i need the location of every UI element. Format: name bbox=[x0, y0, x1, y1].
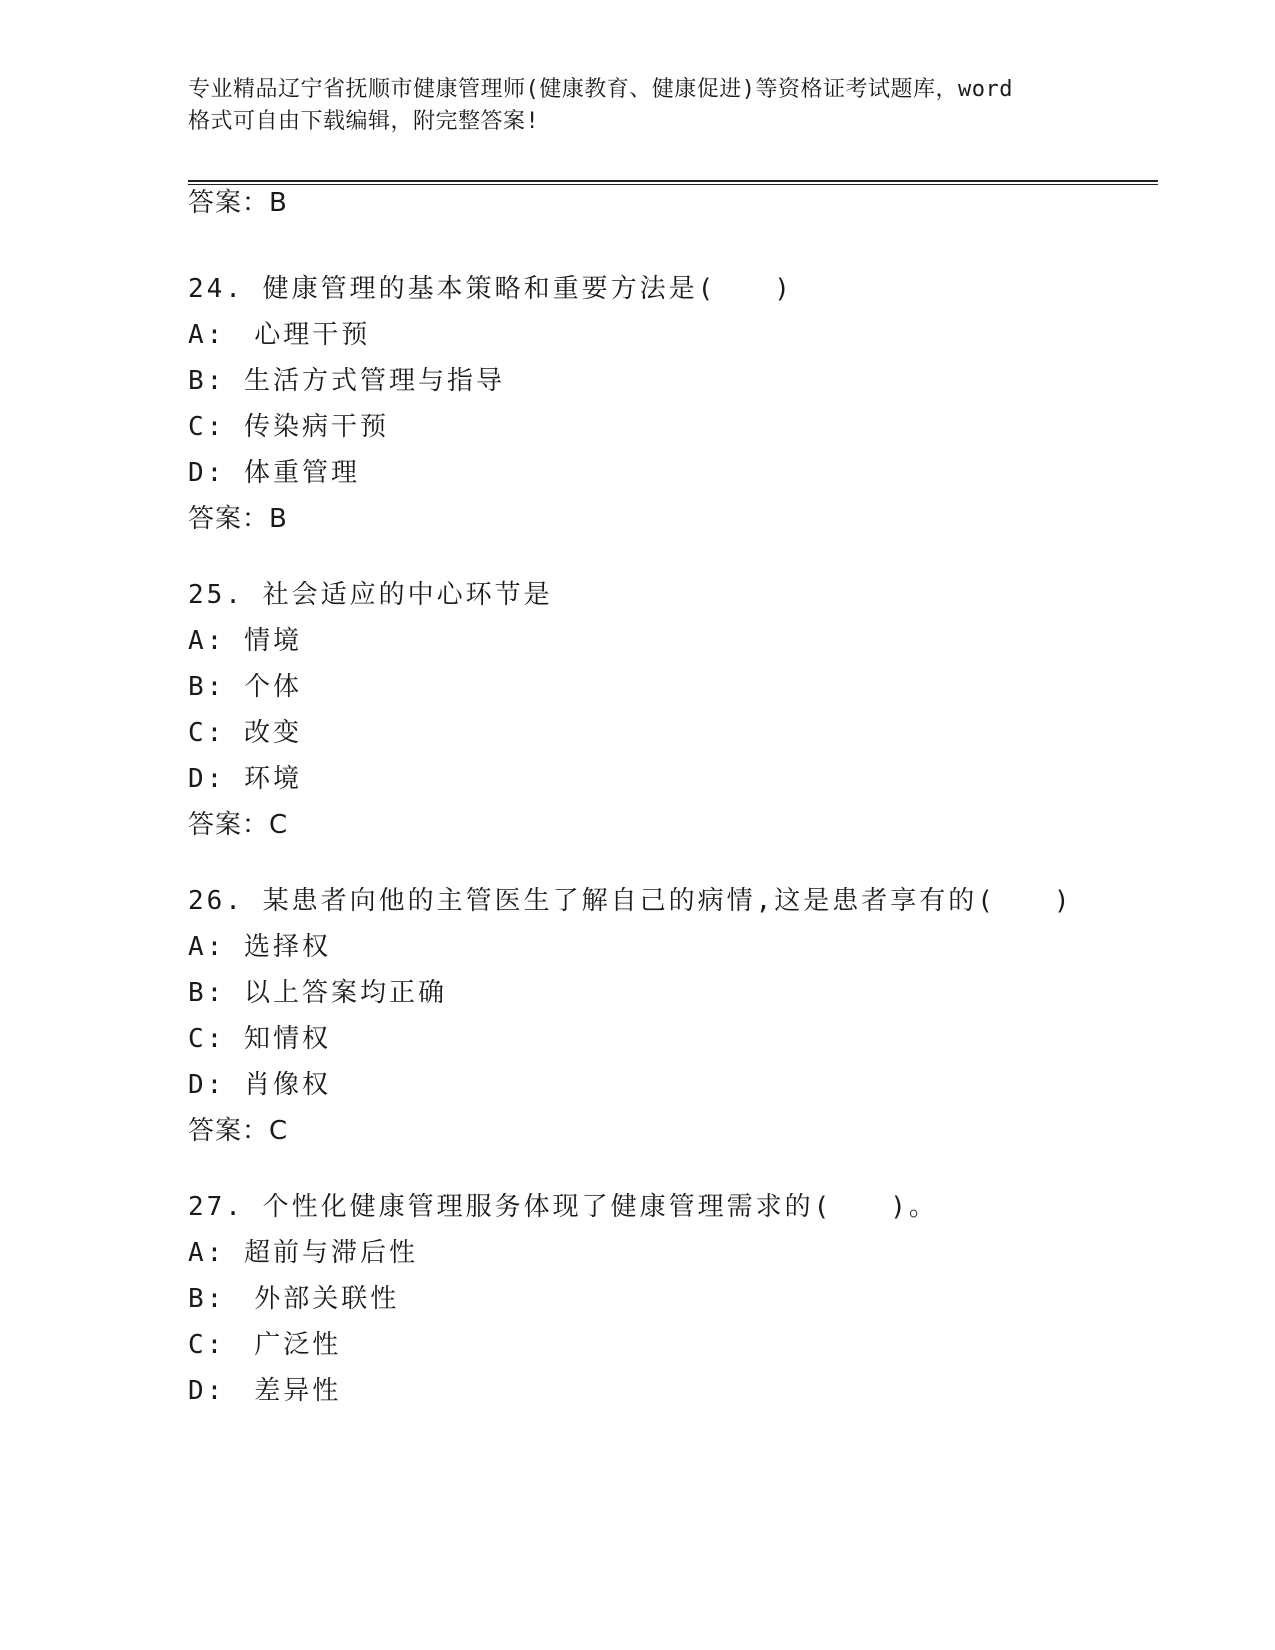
option-a: A: 情境 bbox=[188, 626, 302, 656]
option-a: A: 选择权 bbox=[188, 932, 331, 962]
question-stem: 24. 健康管理的基本策略和重要方法是( ) bbox=[188, 274, 793, 304]
question-stem: 26. 某患者向他的主管医生了解自己的病情,这是患者享有的( ) bbox=[188, 886, 1073, 916]
header-line-2: 格式可自由下载编辑，附完整答案! bbox=[188, 109, 540, 134]
option-b: B: 生活方式管理与指导 bbox=[188, 366, 505, 396]
option-c: C: 传染病干预 bbox=[188, 412, 389, 442]
option-b: B: 外部关联性 bbox=[188, 1284, 400, 1314]
question-stem: 27. 个性化健康管理服务体现了健康管理需求的( )。 bbox=[188, 1192, 938, 1222]
option-c: C: 广泛性 bbox=[188, 1330, 342, 1360]
header-line-1: 专业精品辽宁省抚顺市健康管理师(健康教育、健康促进)等资格证考试题库，word bbox=[188, 77, 1013, 102]
answer-line: 答案：C bbox=[188, 1116, 289, 1146]
option-d: D: 环境 bbox=[188, 764, 302, 794]
answer-line: 答案：B bbox=[188, 188, 288, 218]
option-d: D: 差异性 bbox=[188, 1376, 342, 1406]
answer-line: 答案：C bbox=[188, 810, 289, 840]
header-divider bbox=[188, 180, 1158, 185]
option-c: C: 知情权 bbox=[188, 1024, 331, 1054]
question-24 bbox=[188, 272, 1158, 548]
document-page bbox=[188, 0, 1158, 1650]
option-b: B: 个体 bbox=[188, 672, 302, 702]
question-25 bbox=[188, 578, 1158, 854]
option-b: B: 以上答案均正确 bbox=[188, 978, 447, 1008]
question-stem: 25. 社会适应的中心环节是 bbox=[188, 580, 553, 610]
option-d: D: 体重管理 bbox=[188, 458, 360, 488]
option-a: A: 超前与滞后性 bbox=[188, 1238, 418, 1268]
question-26 bbox=[188, 884, 1158, 1160]
option-a: A: 心理干预 bbox=[188, 320, 371, 350]
question-27 bbox=[188, 1190, 1158, 1420]
option-c: C: 改变 bbox=[188, 718, 302, 748]
page-header bbox=[188, 74, 1088, 138]
option-d: D: 肖像权 bbox=[188, 1070, 331, 1100]
answer-line: 答案：B bbox=[188, 504, 288, 534]
